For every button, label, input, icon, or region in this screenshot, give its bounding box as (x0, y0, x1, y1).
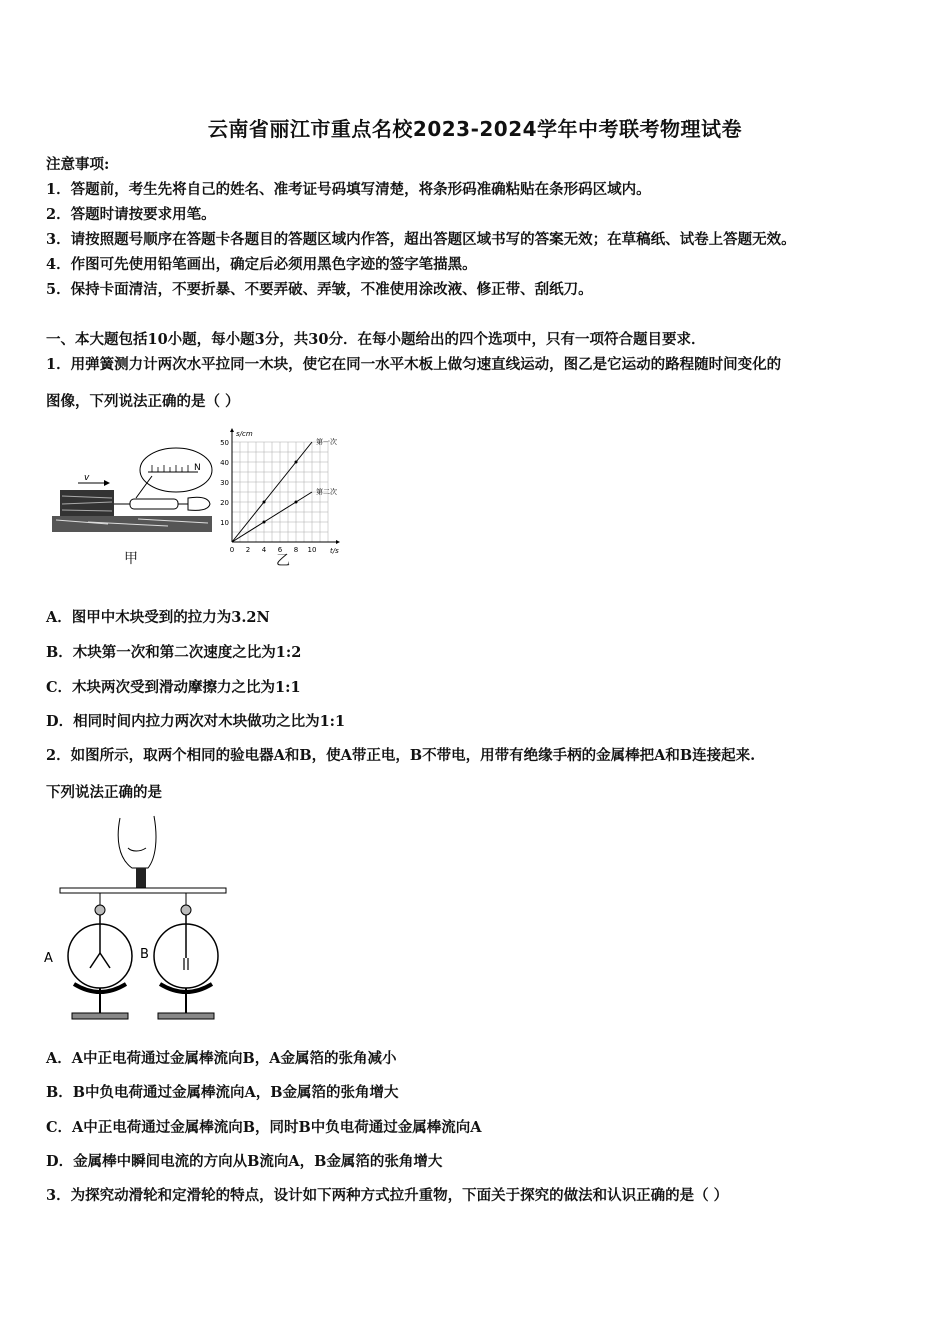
spring-balance (130, 499, 178, 509)
question-2-stem-cont: 下列说法正确的是 (46, 784, 162, 801)
label-b: B (140, 947, 149, 962)
x-tick-label: 2 (245, 546, 251, 554)
label-a: A (44, 951, 53, 966)
page-title: 云南省丽江市重点名校2023-2024学年中考联考物理试卷 (207, 117, 743, 141)
q2-option-d: D．金属棒中瞬间电流的方向从B流向A，B金属箔的张角增大 (46, 1153, 443, 1170)
question-1-stem: 1．用弹簧测力计两次水平拉同一木块，使它在同一水平木板上做匀速直线运动，图乙是它运动的路程随时间变化的 (46, 356, 782, 373)
notice-item: 2．答题时请按要求用笔。 (46, 206, 216, 223)
question-1-stem-cont: 图像，下列说法正确的是（ ） (46, 393, 240, 410)
metal-rod (60, 888, 226, 893)
question-2-stem: 2．如图所示，取两个相同的验电器A和B，使A带正电，B不带电，用带有绝缘手柄的金属棒把A和B连接起来. (46, 747, 756, 764)
data-point (295, 501, 298, 504)
hand (188, 497, 210, 510)
data-point (295, 461, 298, 464)
electroscope-figure (40, 808, 240, 1028)
section-heading: 一、本大题包括10小题，每小题3分，共30分．在每小题给出的四个选项中，只有一项符合题目要求． (46, 331, 706, 348)
y-axis-label: s/cm (236, 430, 253, 438)
y-tick-label: 10 (220, 519, 229, 527)
notice-item: 1．答题前，考生先将自己的姓名、准考证号码填写清楚，将条形码准确粘贴在条形码区域内。 (46, 181, 651, 198)
x-tick-label: 6 (277, 546, 283, 554)
legend-label: 第二次 (316, 488, 337, 496)
x-tick-label: 8 (293, 546, 299, 554)
q1-option-a: A．图甲中木块受到的拉力为3.2N (46, 609, 270, 626)
notice-item: 4．作图可先使用铅笔画出，确定后必须用黑色字迹的签字笔描黑。 (46, 256, 477, 273)
q2-option-c: C．A中正电荷通过金属棒流向B，同时B中负电荷通过金属棒流向A (46, 1119, 482, 1136)
data-point (263, 501, 266, 504)
data-point (263, 521, 266, 524)
x-tick-label: 10 (307, 546, 317, 554)
y-tick-label: 50 (220, 439, 229, 447)
figure-jia (48, 440, 218, 540)
electroscope-b (154, 893, 218, 1019)
q1-option-d: D．相同时间内拉力两次对木块做功之比为1:1 (46, 713, 346, 730)
figure-yi-chart (218, 420, 368, 560)
q1-option-b: B．木块第一次和第二次速度之比为1:2 (46, 644, 302, 661)
x-tick-label: 0 (229, 546, 235, 554)
x-axis-label: t/s (330, 547, 339, 555)
velocity-label: v (84, 473, 90, 483)
y-axis-arrow (230, 428, 234, 432)
figure-jia-caption: 甲 (124, 551, 138, 567)
x-axis-arrow (336, 540, 340, 544)
figure-yi-caption: 乙 (276, 553, 290, 569)
electroscope-a (68, 893, 132, 1019)
notice-item: 5．保持卡面清洁，不要折暴、不要弄破、弄皱，不准使用涂改液、修正带、刮纸刀。 (46, 281, 593, 298)
q2-option-a: A．A中正电荷通过金属棒流向B，A金属箔的张角减小 (46, 1050, 397, 1067)
notice-heading: 注意事项: (46, 156, 110, 173)
newton-label: N (194, 463, 201, 473)
insulating-handle (136, 868, 146, 888)
hand (118, 816, 156, 868)
q1-option-c: C．木块两次受到滑动摩擦力之比为1:1 (46, 679, 301, 696)
notice-item: 3．请按照题号顺序在答题卡各题目的答题区域内作答，超出答题区域书写的答案无效；在草稿纸、试卷上答题无效。 (46, 231, 796, 248)
question-3-stem: 3．为探究动滑轮和定滑轮的特点，设计如下两种方式拉升重物，下面关于探究的做法和认识正确的是（ ） (46, 1187, 729, 1204)
y-tick-label: 40 (220, 459, 229, 467)
x-tick-label: 4 (261, 546, 267, 554)
y-tick-label: 20 (220, 499, 229, 507)
y-tick-label: 30 (220, 479, 229, 487)
q2-option-b: B．B中负电荷通过金属棒流向A，B金属箔的张角增大 (46, 1084, 399, 1101)
legend-label: 第一次 (316, 438, 337, 446)
